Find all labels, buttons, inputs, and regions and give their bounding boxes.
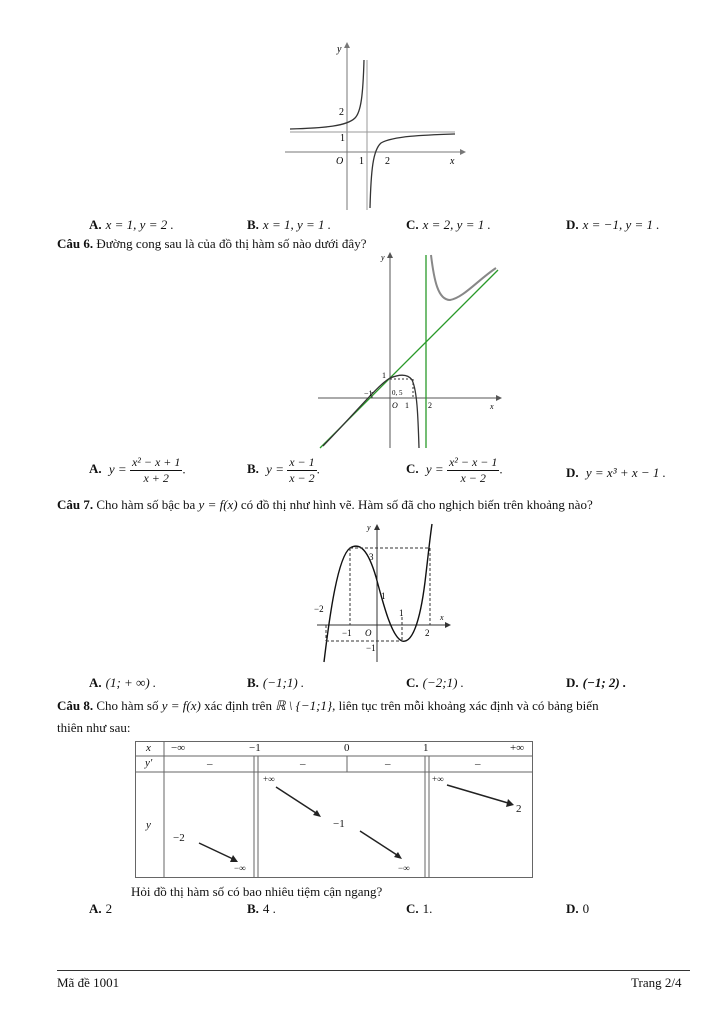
q5-tick-y1: 1 xyxy=(340,133,345,144)
q7-option-b[interactable]: B. (−1;1) . xyxy=(247,675,305,690)
q6-option-c[interactable]: C. y = $\frac{\text{x² − x − 1}}{x - 2}$ . xyxy=(406,455,503,485)
q7-tick-m1x: −1 xyxy=(342,628,352,638)
q6-option-b-frac: $\frac{x - 1}{x - 2}$ xyxy=(289,455,315,485)
q7-tick-3: 3 xyxy=(369,552,374,562)
q5-origin: O xyxy=(336,156,344,167)
q5-axis-y: y xyxy=(337,44,342,55)
q8-y-val: −∞ xyxy=(234,863,246,873)
q8-y-val: −2 xyxy=(173,832,185,844)
q8-sign: – xyxy=(475,758,481,770)
q7-tick-1x: 1 xyxy=(399,608,404,618)
q8-y-val: 2 xyxy=(516,803,522,815)
q8-sign: – xyxy=(300,758,306,770)
q8-x-val: −∞ xyxy=(171,742,186,754)
q6-option-a[interactable]: A. y = $\frac{\text{x² − x + 1}}{x + 2}$ . xyxy=(89,455,186,485)
q7-tick-2x: 2 xyxy=(425,628,430,638)
q8-x-val: +∞ xyxy=(510,742,525,754)
q7-axis-x: x xyxy=(440,613,444,622)
q8-stem-line1: Câu 8. Cho hàm số y = f(x) xác định trên ℝ \ {−1;1}, liên tục trên mỗi khoảng xác định và có bảng biến xyxy=(57,698,599,713)
q8-stem-line2: thiên như sau: xyxy=(57,720,131,735)
q7-stem: Câu 7. Cho hàm số bậc ba y = f(x) có đồ thị như hình vẽ. Hàm số đã cho nghịch biến trên khoảng nào? xyxy=(57,497,593,512)
q6-origin: O xyxy=(392,401,398,410)
q8-y-val: +∞ xyxy=(432,774,444,784)
q8-option-a[interactable]: A. 2 xyxy=(89,901,113,916)
q8-y-val: −∞ xyxy=(398,863,410,873)
q7-tick-m1y: −1 xyxy=(366,643,376,653)
footer-divider xyxy=(57,970,690,971)
q8-row-yprime-label: y′ xyxy=(145,757,153,769)
q8-option-d[interactable]: D. 0 xyxy=(566,901,590,916)
footer-exam-code: Mã đề 1001 xyxy=(57,975,120,990)
q7-option-c[interactable]: C. (−2;1) . xyxy=(406,675,464,690)
q5-option-a[interactable]: A. x = 1, y = 2 . xyxy=(89,217,174,232)
footer-page-number: Trang 2/4 xyxy=(631,975,682,990)
q5-option-c[interactable]: C. x = 2, y = 1 . xyxy=(406,217,491,232)
q8-question: Hỏi đồ thị hàm số có bao nhiêu tiệm cận ngang? xyxy=(131,884,383,899)
q5-tick-x1: 1 xyxy=(359,156,364,167)
q7-option-a[interactable]: A. (1; + ∞) . xyxy=(89,675,157,690)
q5-graph xyxy=(285,40,465,215)
q7-option-d[interactable]: D. (−1; 2) . xyxy=(566,675,627,690)
q8-x-val: −1 xyxy=(249,742,261,754)
q7-tick-1y: 1 xyxy=(381,591,386,601)
q8-option-b[interactable]: B. 4 . xyxy=(247,901,276,916)
q8-sign: – xyxy=(385,758,391,770)
q8-row-x-label: x xyxy=(146,742,151,754)
q5-axis-x: x xyxy=(450,156,455,167)
q5-tick-x2: 2 xyxy=(385,156,390,167)
q8-sign: – xyxy=(207,758,213,770)
q8-x-val: 0 xyxy=(344,742,350,754)
q8-y-val: +∞ xyxy=(263,774,275,784)
q6-option-d[interactable]: D. y = x³ + x − 1 . xyxy=(566,465,666,480)
q7-origin: O xyxy=(365,628,372,638)
q7-axis-y: y xyxy=(367,523,371,532)
q6-option-a-frac: $\frac{\text{x² − x + 1}}{x + 2}$ xyxy=(131,455,181,485)
q8-variation-table xyxy=(135,741,533,878)
q6-tick-neg1: −1 xyxy=(364,389,373,398)
q5-option-b[interactable]: B. x = 1, y = 1 . xyxy=(247,217,332,232)
q8-x-val: 1 xyxy=(423,742,429,754)
q6-axis-x: x xyxy=(490,402,494,411)
q6-stem: Câu 6. Đường cong sau là của đồ thị hàm số nào dưới đây? xyxy=(57,236,367,251)
q6-tick-1y: 1 xyxy=(382,371,386,380)
q5-option-d[interactable]: D. x = −1, y = 1 . xyxy=(566,217,660,232)
q8-table-grid xyxy=(135,741,533,878)
q6-axis-y: y xyxy=(381,253,385,262)
q7-graph xyxy=(312,522,452,664)
q8-row-y-label: y xyxy=(146,819,151,831)
q6-tick-1x: 1 xyxy=(405,401,409,410)
q6-tick-05: 0, 5 xyxy=(392,389,403,397)
q6-option-c-frac: $\frac{\text{x² − x − 1}}{x - 2}$ xyxy=(448,455,498,485)
q7-tick-m2: −2 xyxy=(314,604,324,614)
q8-option-c[interactable]: C. 1. xyxy=(406,901,433,916)
q6-graph xyxy=(318,250,503,450)
q6-option-b[interactable]: B. y = $\frac{x - 1}{x - 2}$ . xyxy=(247,455,320,485)
q8-y-val: −1 xyxy=(333,818,345,830)
q5-tick-y2: 2 xyxy=(339,107,344,118)
q6-tick-2: 2 xyxy=(428,401,432,410)
